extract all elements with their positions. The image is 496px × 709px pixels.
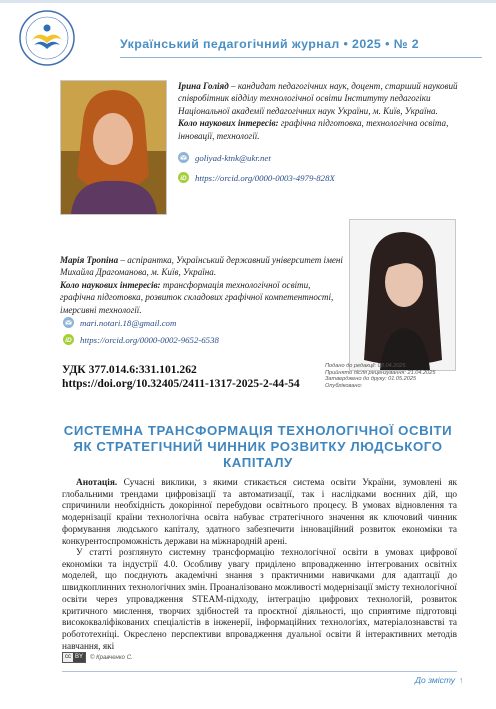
date-approved: Затверджено до друку: 01.05.2025: [325, 376, 417, 382]
author1-orcid-row: [178, 172, 335, 183]
author1-interests-label: Коло наукових інтересів:: [178, 118, 279, 129]
submission-dates: [325, 363, 436, 389]
abstract-text: Сучасні виклики, з якими стикається система освіти України, зумовлені як глобальними трендами цифровізації та автоматизації, так і наслідками воєнних дій, що спричинили необхідність докорінної перебудови освітнього процесу. В умовах відновлення та модернізації країни технологічна освіта набуває стратегічного значення як ключовий чинник формування людського капіталу, здатного забезпечити інноваційний розвиток економіки та конкурентоспроможність держави на міжнародній арені.: [62, 478, 457, 547]
date-published: Опубліковано:: [325, 382, 363, 389]
author-photo-tropina: [349, 219, 456, 371]
orcid-icon: [63, 334, 74, 345]
doi-link[interactable]: https://doi.org/10.32405/2411-1317-2025-2-44-54: [62, 377, 300, 390]
envelope-icon: [63, 317, 74, 328]
svg-text:iD: iD: [65, 337, 72, 344]
author2-name: Марія Тропіна: [60, 255, 119, 265]
toc-link[interactable]: До змісту: [415, 675, 456, 685]
abstract-paragraph: [62, 478, 457, 548]
author2-interests: трансформація технологічної освіти, графічна підготовка, розвиток складових графічної компетентності, імерсивні технології.: [60, 279, 334, 315]
body-paragraph-text: У статті розглянуто системну трансформацію технологічної освіти в умовах цифрової економіки та індустрії 4.0. Особливу увагу приділено впровадженню інтегрованих освітніх моделей, що поєднують академічні знання з практичними навичками для адаптації до швидкоплинних технологічних змін. Проаналізовано можливості модернізації змісту технологічної освіти через упровадження STEAM-підходу, інтеграцію цифрових технологій, розвиток критичного мислення, творчих здібностей та проєктної діяльності, що сприятиме підготовці висококваліфікованих спеціалістів в інженерії, інформаційних технологіях, матеріалознавстві та робототехніці. Окреслено перспективи впровадження дуальної освіти й інтерактивних методів навчання, які: [62, 548, 457, 652]
author1-orcid[interactable]: https://orcid.org/0000-0003-4979-828X: [195, 172, 335, 183]
body-paragraph: [62, 548, 457, 653]
license-author: © Кравченко С.: [90, 654, 133, 661]
author2-email[interactable]: mari.notari.18@gmail.com: [80, 317, 177, 328]
author2-orcid[interactable]: https://orcid.org/0000-0002-9652-6538: [80, 334, 219, 345]
author1-name: Ірина Голіяд: [178, 81, 229, 91]
author1-bio-text: – кандидат педагогічних наук, доцент, старший науковий співробітник відділу технологічної освіти Інституту педагогіки Національної академії педагогічних наук України, м. Київ, Україна.: [178, 81, 458, 116]
top-stripe: [0, 0, 496, 3]
header-divider: [120, 57, 482, 58]
footer-divider: [62, 671, 457, 672]
author1-email[interactable]: goliyad-ktnk@ukr.net: [195, 152, 271, 163]
author1-email-row: [178, 152, 271, 163]
author2-bio-text: – аспірантка, Український державний університет імені Михайла Драгоманова, м. Київ, Україна.: [60, 255, 343, 278]
license-block: [62, 652, 133, 663]
date-accepted: Прийнято після рецензування: 21.04.2025: [325, 369, 436, 376]
orcid-icon: [178, 172, 189, 183]
author2-bio: [60, 254, 346, 316]
journal-header: Український педагогічний журнал • 2025 • № 2: [120, 37, 419, 51]
author2-email-row: [63, 317, 176, 328]
cc-by-icon: cc BY: [62, 652, 86, 663]
author1-bio: [178, 80, 466, 142]
udk-code: УДК 377.014.6:331.101.262: [62, 363, 197, 376]
author-photo-goliyad: [60, 80, 167, 215]
envelope-icon: [178, 152, 189, 163]
author1-interests: графічна підготовка, технологічна освіта, інновації, технології.: [178, 118, 449, 141]
article-title: СИСТЕМНА ТРАНСФОРМАЦІЯ ТЕХНОЛОГІЧНОЇ ОСВІТИ ЯК СТРАТЕГІЧНИЙ ЧИННИК РОЗВИТКУ ЛЮДСЬКОГО КАПІТАЛУ: [63, 423, 453, 470]
date-submitted: Подано до редакції: 08.04.2025: [325, 363, 406, 369]
svg-text:iD: iD: [180, 175, 187, 182]
journal-logo: [18, 7, 76, 69]
author2-interests-label: Коло наукових інтересів:: [60, 279, 161, 290]
abstract-label: Анотація.: [76, 478, 118, 488]
udk-doi-block: [62, 363, 300, 391]
page-marker: ↑: [459, 675, 464, 685]
author2-orcid-row: [63, 334, 219, 345]
